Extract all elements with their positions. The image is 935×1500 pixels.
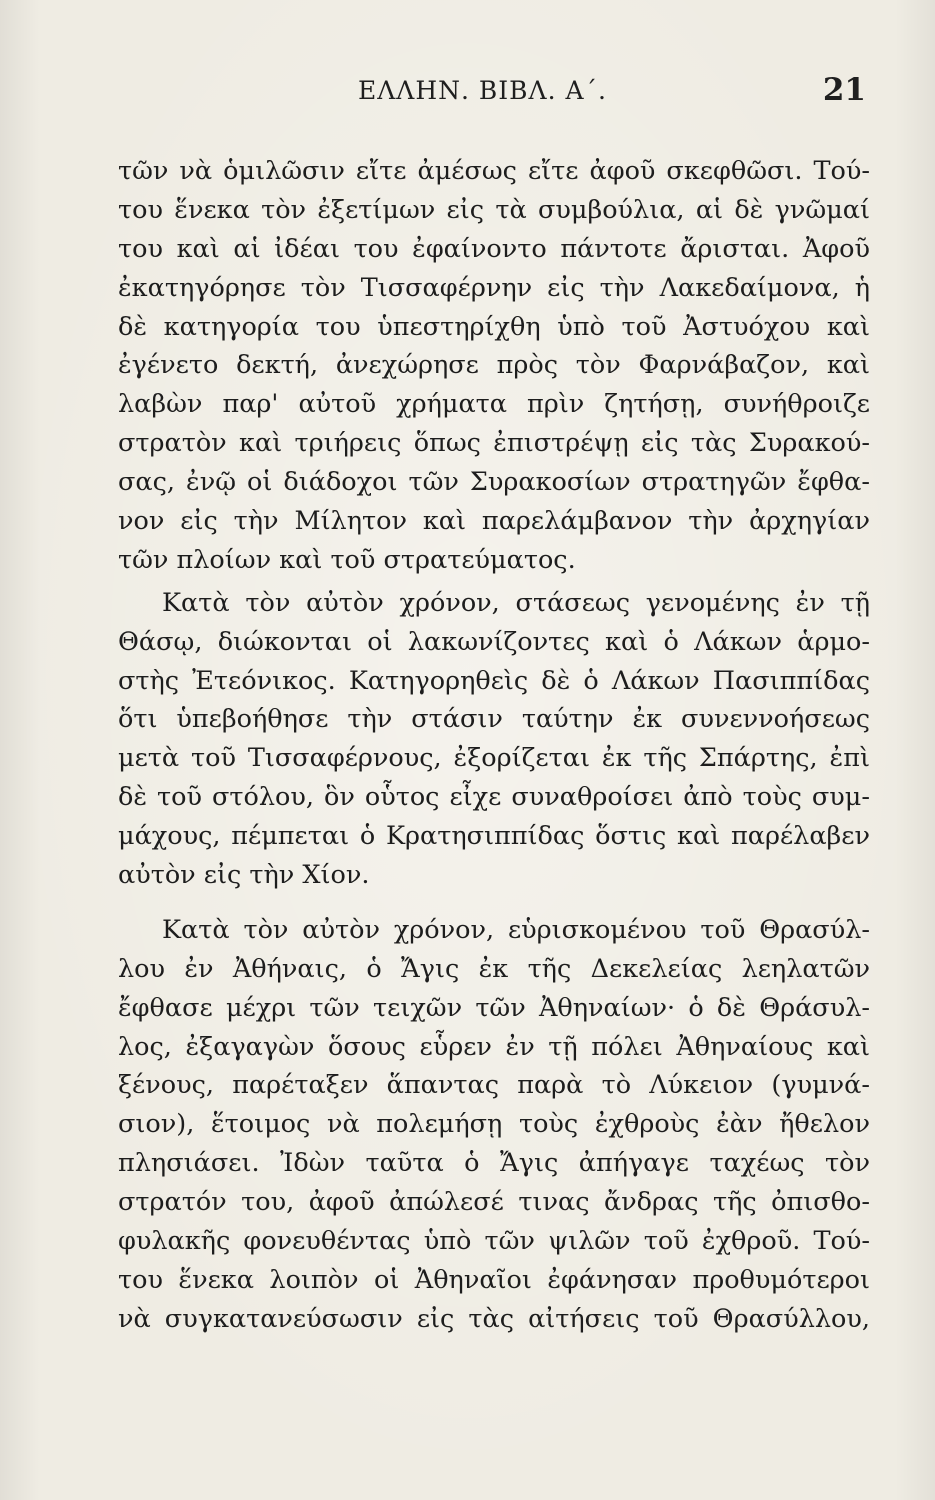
text-line: δὲ κατηγορία του ὑπεστηρίχθη ὑπὸ τοῦ Ἀστυόχου καὶ: [118, 311, 870, 342]
text-line: φυλακῆς φονευθέντας ὑπὸ τῶν ψιλῶν τοῦ ἐχθροῦ. Τού-: [118, 1226, 870, 1257]
text-line: πλησιάσει. Ἰδὼν ταῦτα ὁ Ἄγις ἀπήγαγε ταχέως τὸν: [118, 1148, 870, 1179]
text-line: Θάσῳ, διώκονται οἱ λακωνίζοντες καὶ ὁ Λάκων ἁρμο-: [118, 626, 870, 657]
text-line: στρατὸν καὶ τριήρεις ὅπως ἐπιστρέψῃ εἰς τὰς Συρακού-: [118, 428, 870, 459]
text-line: ἐγένετο δεκτή, ἀνεχώρησε πρὸς τὸν Φαρνάβαζον, καὶ: [118, 350, 870, 381]
text-line: στρατόν του, ἀφοῦ ἀπώλεσέ τινας ἄνδρας τῆς ὀπισθο-: [118, 1187, 870, 1218]
text-line: τῶν πλοίων καὶ τοῦ στρατεύματος.: [118, 544, 576, 575]
running-title: ΕΛΛΗΝ. ΒΙΒΛ. Α΄.: [358, 76, 607, 105]
text-line: τῶν νὰ ὁμιλῶσιν εἴτε ἀμέσως εἴτε ἀφοῦ σκεφθῶσι. Τού-: [118, 156, 870, 186]
page-number: 21: [822, 72, 866, 108]
text-line: ὅτι ὑπεβοήθησε τὴν στάσιν ταύτην ἐκ συνεννοήσεως: [118, 704, 870, 735]
text-line: νον εἰς τὴν Μίλητον καὶ παρελάμβανον τὴν ἀρχηγίαν: [118, 506, 870, 537]
text-line: Κατὰ τὸν αὐτὸν χρόνον, εὑρισκομένου τοῦ Θρασύλ-: [162, 914, 870, 945]
paragraph-1: [118, 152, 870, 580]
text-line: μετὰ τοῦ Τισσαφέρνους, ἐξορίζεται ἐκ τῆς Σπάρτης, ἐπὶ: [118, 743, 870, 774]
text-line: λου ἐν Ἀθήναις, ὁ Ἄγις ἐκ τῆς Δεκελείας λεηλατῶν: [118, 953, 870, 984]
text-line: Κατὰ τὸν αὐτὸν χρόνον, στάσεως γενομένης ἐν τῇ: [162, 587, 870, 618]
text-line: στὴς Ἐτεόνικος. Κατηγορηθεὶς δὲ ὁ Λάκων Πασιππίδας: [118, 665, 870, 696]
text-line: ἔφθασε μέχρι τῶν τειχῶν τῶν Ἀθηναίων· ὁ δὲ Θράσυλ-: [118, 992, 870, 1023]
text-line: λος, ἐξαγαγὼν ὅσους εὗρεν ἐν τῇ πόλει Ἀθηναίους καὶ: [118, 1031, 870, 1062]
text-line: του ἕνεκα λοιπὸν οἱ Ἀθηναῖοι ἐφάνησαν προθυμότεροι: [118, 1264, 870, 1295]
text-line: του ἕνεκα τὸν ἐξετίμων εἰς τὰ συμβούλια, αἱ δὲ γνῶμαί: [118, 194, 870, 225]
text-line: σιον), ἕτοιμος νὰ πολεμήσῃ τοὺς ἐχθροὺς ἐὰν ἤθελον: [118, 1109, 870, 1140]
text-line: νὰ συγκατανεύσωσιν εἰς τὰς αἰτήσεις τοῦ Θρασύλλου,: [118, 1303, 870, 1334]
page-header: [118, 72, 866, 112]
text-line: μάχους, πέμπεται ὁ Κρατησιππίδας ὅστις καὶ παρέλαβεν: [118, 821, 870, 852]
paragraph-3: [118, 911, 870, 1339]
text-line: σας, ἐνῷ οἱ διάδοχοι τῶν Συρακοσίων στρατηγῶν ἔφθα-: [118, 467, 870, 498]
text-line: του καὶ αἱ ἰδέαι του ἐφαίνοντο πάντοτε ἄρισται. Ἀφοῦ: [118, 233, 870, 264]
text-line: λαβὼν παρ' αὐτοῦ χρήματα πρὶν ζητήσῃ, συνήθροιζε: [118, 389, 870, 420]
text-line: δὲ τοῦ στόλου, ὃν οὗτος εἶχε συναθροίσει ἀπὸ τοὺς συμ-: [118, 782, 870, 813]
paragraph-2: [118, 584, 870, 895]
body-text: [118, 152, 870, 1339]
text-line: ξένους, παρέταξεν ἅπαντας παρὰ τὸ Λύκειον (γυμνά-: [118, 1070, 870, 1101]
text-line: ἐκατηγόρησε τὸν Τισσαφέρνην εἰς τὴν Λακεδαίμονα, ἡ: [118, 272, 870, 303]
text-line: αὐτὸν εἰς τὴν Χίον.: [118, 860, 370, 891]
